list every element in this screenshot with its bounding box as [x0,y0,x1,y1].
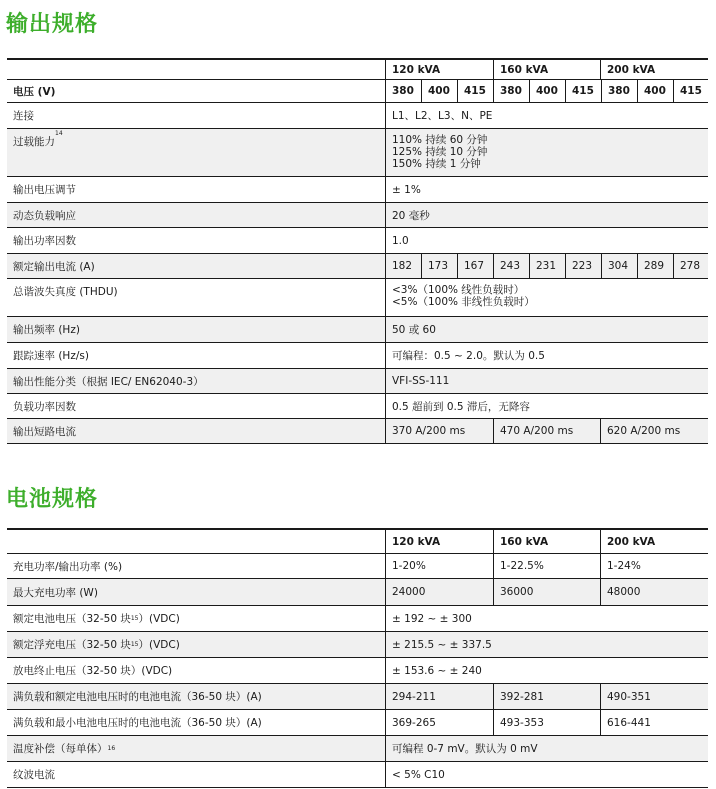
row-value: VFI-SS-111 [385,369,708,393]
header-160kva: 160 kVA [493,530,600,553]
table-row [7,419,708,444]
row-label: 额定输出电流 (A) [13,260,95,273]
row-value: 20 毫秒 [385,203,708,227]
row-label: 动态负载响应 [13,209,76,222]
row-value: < 5% C10 [385,762,708,787]
table-row [7,684,708,710]
row-value: ± 153.6 ~ ± 240 [385,658,708,683]
table-row [7,254,708,279]
voltage-row [7,80,708,103]
row-value: 110% 持续 60 分钟 125% 持续 10 分钟 150% 持续 1 分钟 [385,129,708,176]
row-value: 1-24% [600,554,708,578]
row-label: 额定电池电压（32-50 块 15 ）(VDC) [13,613,180,625]
current-cell: 182 [385,254,421,278]
current-cell: 231 [529,254,565,278]
current-cell: 243 [493,254,529,278]
short-circuit-cell: 370 A/200 ms [385,419,493,443]
row-label: 温度补偿（每单体） 16 [13,743,116,755]
table-row [7,228,708,254]
row-label: 跟踪速率 (Hz/s) [13,350,89,362]
header-200kva: 200 kVA [600,60,708,79]
row-value: 0.5 超前到 0.5 滞后，无降容 [385,394,708,418]
row-value: ± 1% [385,177,708,202]
row-value: 490-351 [600,684,708,709]
row-value: 可编程 0-7 mV。默认为 0 mV [385,736,708,761]
row-label: 放电终止电压（32-50 块）(VDC) [13,665,173,677]
row-value: 36000 [493,579,600,605]
table-row [7,103,708,129]
current-cell: 278 [673,254,709,278]
output-spec-table [7,58,708,444]
voltage-cell: 380 [601,80,637,102]
row-value: L1、L2、L3、N、PE [385,103,708,128]
voltage-cell: 400 [421,80,457,102]
current-cell: 223 [565,254,601,278]
short-circuit-cell: 620 A/200 ms [600,419,708,443]
row-label: 纹波电流 [13,769,55,781]
row-value: ± 192 ~ ± 300 [385,606,708,631]
row-label: 输出短路电流 [13,425,76,438]
table-row [7,317,708,343]
current-cell: 289 [637,254,673,278]
battery-spec-title: 电池规格 [6,487,99,512]
voltage-cell: 380 [493,80,529,102]
row-label: 输出频率 (Hz) [13,324,80,336]
table-row [7,343,708,369]
row-value: 24000 [385,579,493,605]
row-value: <3%（100% 线性负载时） <5%（100% 非线性负载时） [385,279,708,316]
battery-spec-table [7,528,708,788]
header-120kva: 120 kVA [385,60,493,79]
table-row [7,710,708,736]
row-value: 1-20% [385,554,493,578]
table-row [7,554,708,579]
row-label: 输出性能分类（根据 IEC/ EN62040-3） [13,375,204,388]
table-row [7,762,708,788]
header-160kva: 160 kVA [493,60,600,79]
table-row [7,394,708,419]
row-label: 电压 (V) [13,85,56,98]
row-label: 连接 [13,110,34,122]
row-value: 294-211 [385,684,493,709]
voltage-cell: 380 [385,80,421,102]
row-label: 总谐波失真度 (THDU) [13,286,118,298]
row-value: 1-22.5% [493,554,600,578]
voltage-cell: 415 [673,80,709,102]
table-row [7,579,708,606]
voltage-cell: 415 [565,80,601,102]
row-value: 392-281 [493,684,600,709]
short-circuit-cell: 470 A/200 ms [493,419,600,443]
voltage-cell: 400 [637,80,673,102]
table-row [7,369,708,394]
table-row [7,658,708,684]
row-value: 50 或 60 [385,317,708,342]
row-label: 最大充电功率 (W) [13,586,98,599]
row-value: 369-265 [385,710,493,735]
row-value: 1.0 [385,228,708,253]
output-spec-title: 输出规格 [6,12,99,37]
table-row [7,736,708,762]
row-value: 可编程：0.5 ~ 2.0。默认为 0.5 [385,343,708,368]
row-label: 输出功率因数 [13,235,76,247]
row-label: 额定浮充电压（32-50 块 15 ）(VDC) [13,639,180,651]
voltage-cell: 415 [457,80,493,102]
table-row [7,632,708,658]
current-cell: 173 [421,254,457,278]
table-header-row [7,60,708,80]
table-row [7,129,708,177]
header-120kva: 120 kVA [385,530,493,553]
row-label: 负载功率因数 [13,400,76,413]
row-label: 满负载和最小电池电压时的电池电流（36-50 块）(A) [13,717,262,729]
row-label: 满负载和额定电池电压时的电池电流（36-50 块）(A) [13,691,262,703]
header-200kva: 200 kVA [600,530,708,553]
row-value: 493-353 [493,710,600,735]
row-label: 过载能力 14 [13,130,63,148]
voltage-cell: 400 [529,80,565,102]
table-row [7,203,708,228]
current-cell: 167 [457,254,493,278]
current-cell: 304 [601,254,637,278]
row-value: 616-441 [600,710,708,735]
table-row [7,279,708,317]
table-header-row [7,530,708,554]
row-label: 充电功率/输出功率 (%) [13,560,123,573]
row-value: 48000 [600,579,708,605]
row-value: ± 215.5 ~ ± 337.5 [385,632,708,657]
table-row [7,177,708,203]
table-row [7,606,708,632]
row-label: 输出电压调节 [13,184,76,196]
